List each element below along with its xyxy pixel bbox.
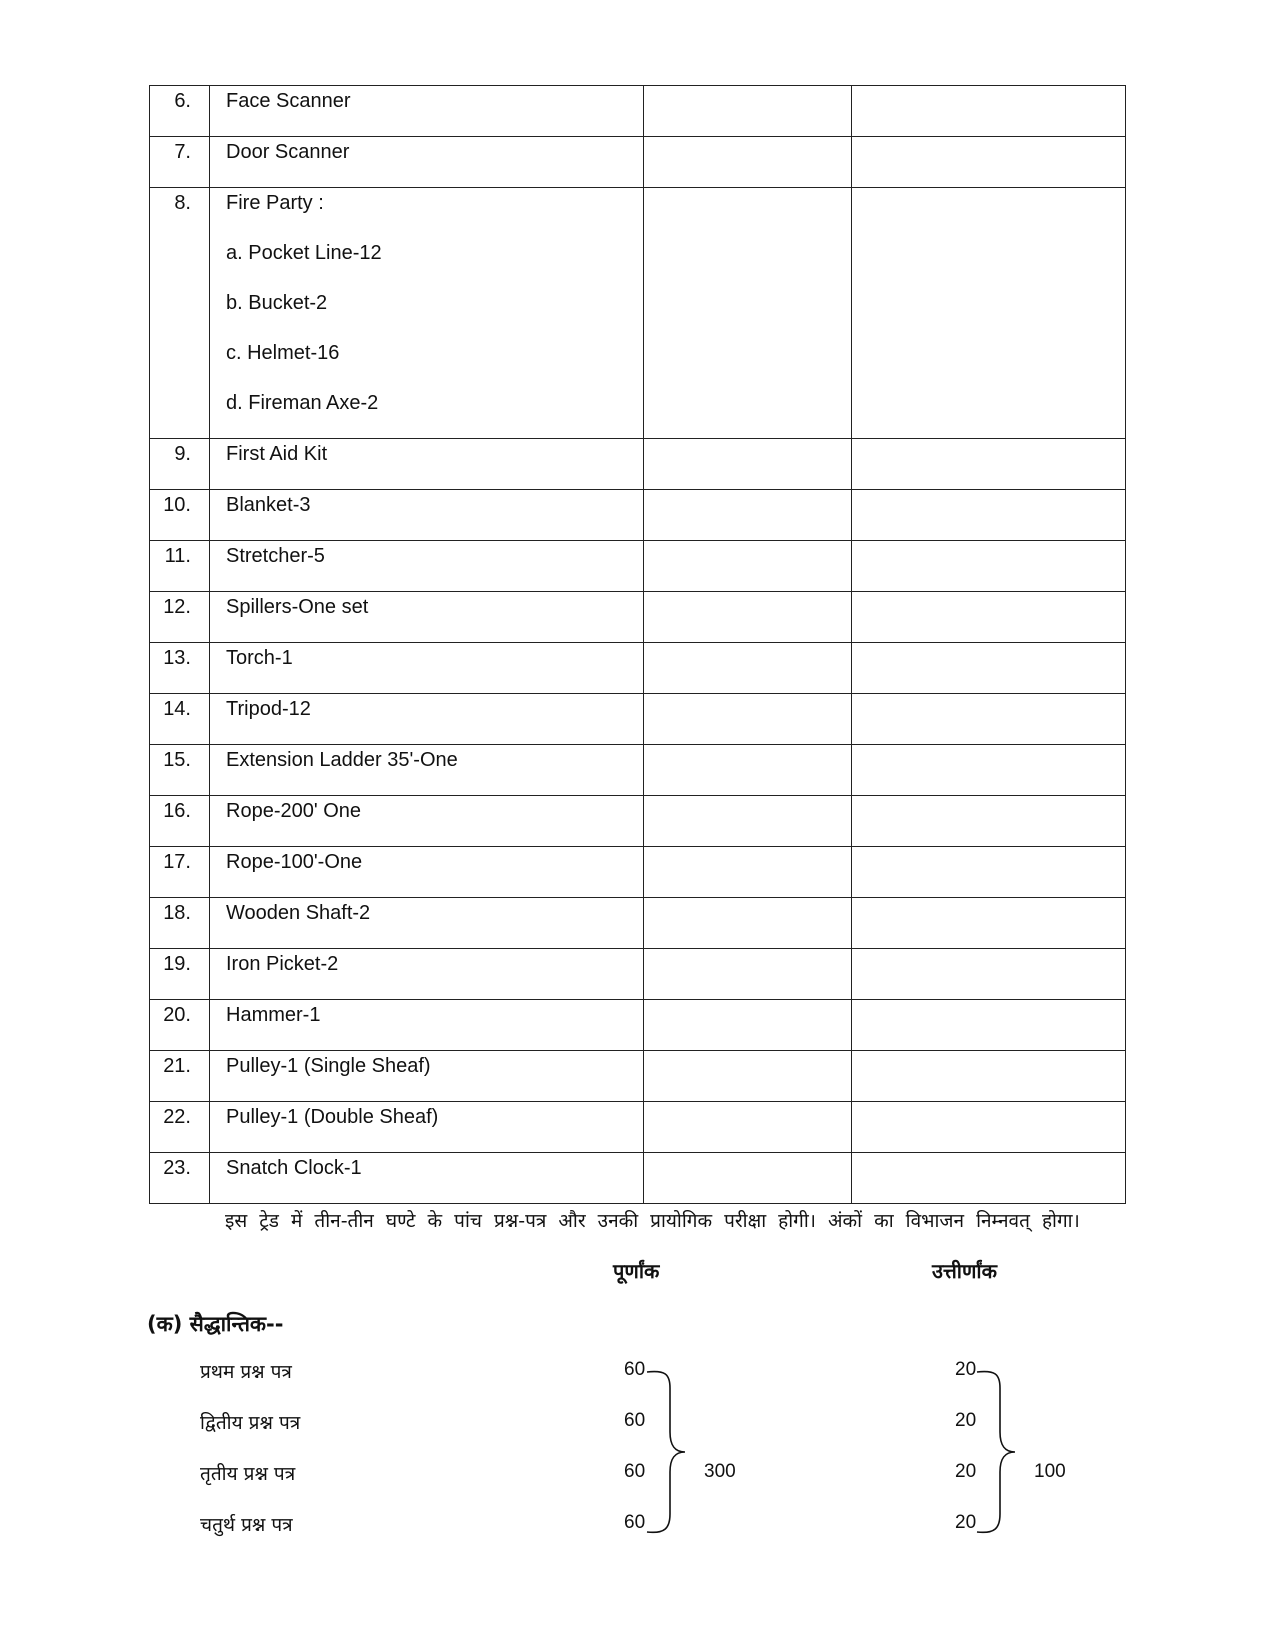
table-row	[150, 796, 1126, 847]
empty-cell	[852, 592, 1126, 643]
table-row	[150, 592, 1126, 643]
empty-cell	[644, 898, 852, 949]
paper-full-marks: 60	[624, 1359, 646, 1380]
empty-cell	[644, 1102, 852, 1153]
empty-cell	[644, 1051, 852, 1102]
paper-full-marks: 60	[624, 1410, 646, 1431]
table-row	[150, 490, 1126, 541]
table-row	[150, 541, 1126, 592]
empty-cell	[852, 949, 1126, 1000]
table-row	[150, 188, 1126, 439]
empty-cell	[852, 188, 1126, 439]
row-number: 8.	[150, 188, 210, 439]
item-label: Fire Party :	[226, 192, 324, 214]
empty-cell	[644, 949, 852, 1000]
empty-cell	[644, 137, 852, 188]
item-label: Rope-200' One	[226, 800, 362, 822]
row-number: 7.	[150, 137, 210, 188]
empty-cell	[852, 137, 1126, 188]
table-row	[150, 694, 1126, 745]
item-label: Torch-1	[226, 647, 293, 669]
row-item	[210, 1153, 644, 1204]
item-label: Wooden Shaft-2	[226, 902, 371, 924]
row-item	[210, 592, 644, 643]
empty-cell	[852, 1153, 1126, 1204]
sub-item: d. Fireman Axe-2	[226, 392, 379, 414]
item-label: Blanket-3	[226, 494, 311, 516]
row-item	[210, 1051, 644, 1102]
row-number: 16.	[150, 796, 210, 847]
pass-marks-header: उत्तीर्णांक	[932, 1259, 997, 1283]
table-row	[150, 1051, 1126, 1102]
empty-cell	[852, 541, 1126, 592]
row-item	[210, 490, 644, 541]
equipment-table	[149, 85, 1126, 1204]
empty-cell	[852, 490, 1126, 541]
empty-cell	[852, 439, 1126, 490]
item-label: Stretcher-5	[226, 545, 325, 567]
table-row	[150, 1153, 1126, 1204]
item-label: Tripod-12	[226, 698, 311, 720]
empty-cell	[644, 847, 852, 898]
item-label: Rope-100'-One	[226, 851, 363, 873]
row-number: 11.	[150, 541, 210, 592]
table-row	[150, 949, 1126, 1000]
table-row	[150, 745, 1126, 796]
table-row	[150, 439, 1126, 490]
row-item	[210, 643, 644, 694]
item-label: Door Scanner	[226, 141, 350, 163]
empty-cell	[852, 1000, 1126, 1051]
item-label: First Aid Kit	[226, 443, 328, 465]
table-row	[150, 1000, 1126, 1051]
paper-full-marks: 60	[624, 1512, 646, 1533]
row-item	[210, 745, 644, 796]
sub-item: a. Pocket Line-12	[226, 242, 382, 264]
row-item	[210, 796, 644, 847]
empty-cell	[644, 1000, 852, 1051]
item-label: Pulley-1 (Double Sheaf)	[226, 1106, 439, 1128]
row-number: 17.	[150, 847, 210, 898]
row-item	[210, 1102, 644, 1153]
pass-marks-brace	[975, 1368, 1035, 1538]
row-item	[210, 188, 644, 439]
empty-cell	[852, 643, 1126, 694]
empty-cell	[852, 1102, 1126, 1153]
row-number: 20.	[150, 1000, 210, 1051]
row-item	[210, 439, 644, 490]
row-item	[210, 847, 644, 898]
row-number: 14.	[150, 694, 210, 745]
full-marks-header: पूर्णांक	[613, 1259, 660, 1283]
empty-cell	[644, 439, 852, 490]
paper-pass-marks: 20	[955, 1512, 977, 1533]
paper-label: प्रथम प्रश्न पत्र	[200, 1361, 292, 1383]
empty-cell	[644, 541, 852, 592]
paper-pass-marks: 20	[955, 1359, 977, 1380]
empty-cell	[644, 188, 852, 439]
table-row	[150, 86, 1126, 137]
empty-cell	[852, 86, 1126, 137]
full-marks-brace	[645, 1368, 705, 1538]
table-row	[150, 1102, 1126, 1153]
row-number: 19.	[150, 949, 210, 1000]
row-number: 15.	[150, 745, 210, 796]
table-row	[150, 137, 1126, 188]
full-marks-total: 300	[704, 1461, 736, 1482]
paper-pass-marks: 20	[955, 1410, 977, 1431]
paper-full-marks: 60	[624, 1461, 646, 1482]
table-row	[150, 898, 1126, 949]
row-number: 6.	[150, 86, 210, 137]
empty-cell	[644, 592, 852, 643]
empty-cell	[644, 745, 852, 796]
item-label: Snatch Clock-1	[226, 1157, 362, 1179]
sub-item: b. Bucket-2	[226, 292, 328, 314]
row-item	[210, 694, 644, 745]
row-number: 13.	[150, 643, 210, 694]
item-label: Pulley-1 (Single Sheaf)	[226, 1055, 431, 1077]
item-label: Extension Ladder 35'-One	[226, 749, 458, 771]
empty-cell	[852, 847, 1126, 898]
empty-cell	[644, 694, 852, 745]
row-item	[210, 541, 644, 592]
empty-cell	[644, 796, 852, 847]
paper-label: चतुर्थ प्रश्न पत्र	[200, 1514, 293, 1536]
row-number: 23.	[150, 1153, 210, 1204]
paper-label: तृतीय प्रश्न पत्र	[200, 1463, 296, 1485]
section-title: (क) सैद्धान्तिक--	[147, 1312, 284, 1336]
empty-cell	[644, 1153, 852, 1204]
row-number: 9.	[150, 439, 210, 490]
item-label: Hammer-1	[226, 1004, 321, 1026]
pass-marks-total: 100	[1034, 1461, 1066, 1482]
empty-cell	[644, 86, 852, 137]
row-item	[210, 1000, 644, 1051]
item-label: Iron Picket-2	[226, 953, 339, 975]
row-number: 21.	[150, 1051, 210, 1102]
paper-label: द्वितीय प्रश्न पत्र	[200, 1412, 301, 1434]
row-item	[210, 949, 644, 1000]
empty-cell	[852, 694, 1126, 745]
item-label: Face Scanner	[226, 90, 351, 112]
empty-cell	[852, 1051, 1126, 1102]
empty-cell	[644, 490, 852, 541]
row-item	[210, 137, 644, 188]
empty-cell	[852, 796, 1126, 847]
empty-cell	[852, 898, 1126, 949]
empty-cell	[852, 745, 1126, 796]
row-item	[210, 898, 644, 949]
table-row	[150, 643, 1126, 694]
empty-cell	[644, 643, 852, 694]
sub-item: c. Helmet-16	[226, 342, 340, 364]
table-row	[150, 847, 1126, 898]
row-number: 10.	[150, 490, 210, 541]
row-number: 22.	[150, 1102, 210, 1153]
row-number: 18.	[150, 898, 210, 949]
intro-text: इस ट्रेड में तीन-तीन घण्टे के पांच प्रश्न-पत्र और उनकी प्रायोगिक परीक्षा होगी। अंकों का विभाजन निम्नवत् होगा।	[225, 1210, 1080, 1232]
paper-pass-marks: 20	[955, 1461, 977, 1482]
row-number: 12.	[150, 592, 210, 643]
item-label: Spillers-One set	[226, 596, 369, 618]
row-item	[210, 86, 644, 137]
